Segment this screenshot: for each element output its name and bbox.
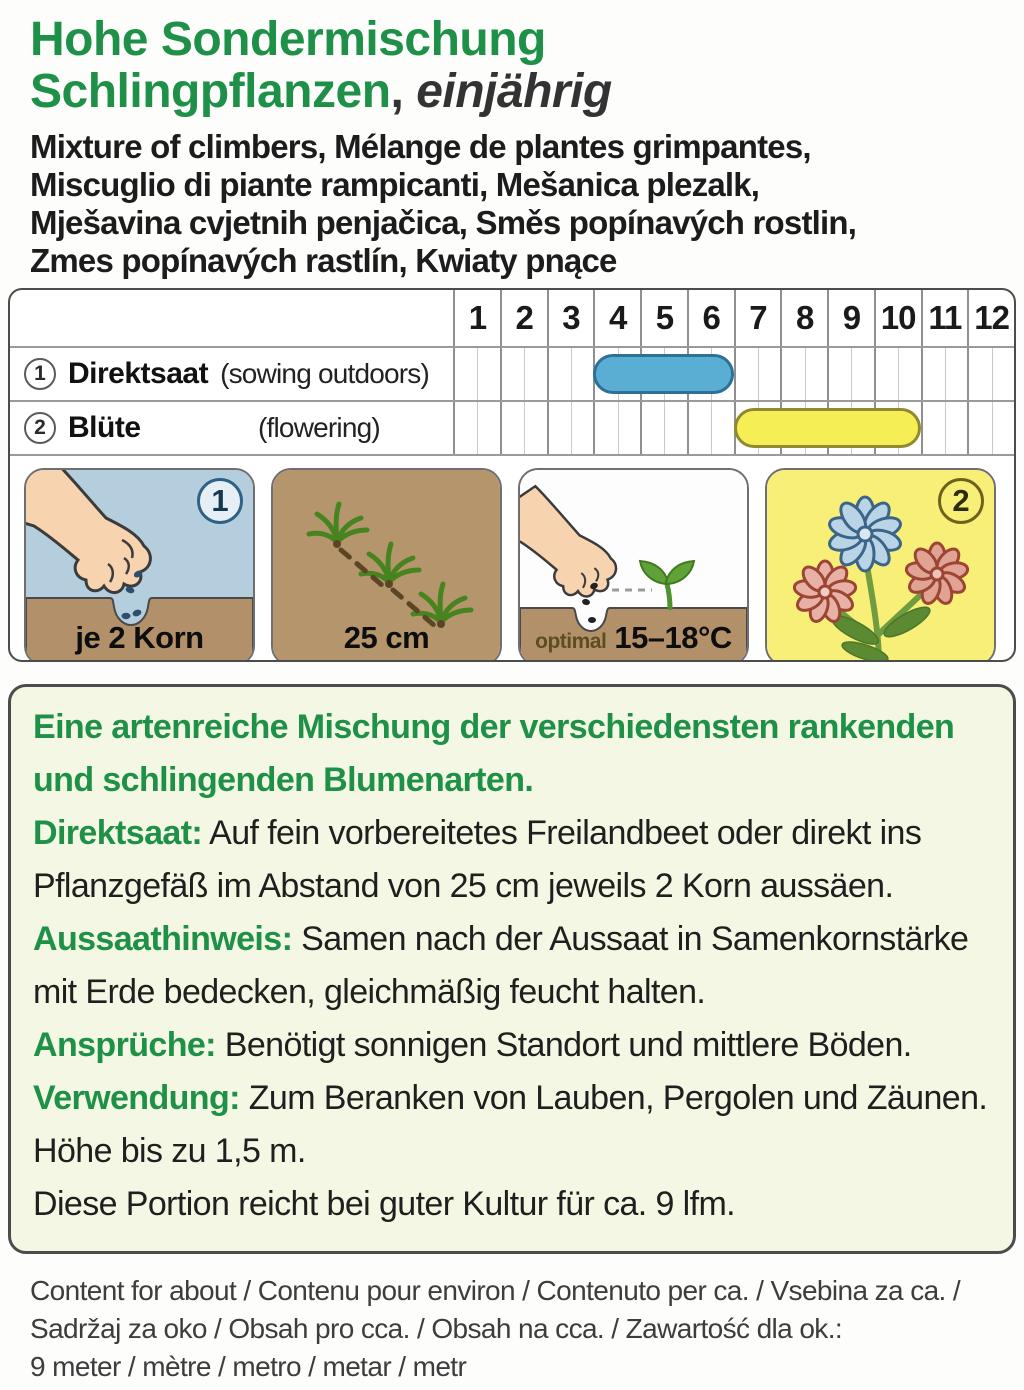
month-grid-cell <box>827 348 874 400</box>
title-annual-note: einjährig <box>416 65 612 118</box>
month-grid-cell <box>874 348 921 400</box>
month-header-cell: 3 <box>547 290 594 346</box>
instruction-text: Auf fein vorbereitetes Freilandbeet oder direkt ins Pflanzgefäß im Abstand von 25 cm jeweils 2 Korn aussäen. <box>33 814 922 905</box>
month-header-cell: 8 <box>780 290 827 346</box>
month-header-cell: 10 <box>874 290 921 346</box>
content-footer <box>30 1272 1004 1386</box>
instruction-text: Diese Portion reicht bei guter Kultur für ca. 9 lfm. <box>33 1185 736 1223</box>
instruction-label: Aussaathinweis: <box>33 920 293 958</box>
month-header-cell: 1 <box>453 290 500 346</box>
month-header-cell: 12 <box>967 290 1014 346</box>
circled-number-2: 2 <box>24 412 56 444</box>
instruction-label: Direktsaat: <box>33 814 203 852</box>
instruction-label: Ansprüche: <box>33 1026 216 1064</box>
month-grid-cell <box>967 348 1014 400</box>
footer-line: Content for about / Contenu pour environ / Contenuto per ca. / Vsebina za ca. / <box>30 1275 961 1306</box>
instruction-portion <box>33 1178 991 1231</box>
panel-caption-temperature <box>520 620 747 656</box>
panel-flowering <box>765 468 996 662</box>
panel-sowing <box>24 468 255 662</box>
pictogram-panels <box>10 456 1014 662</box>
instruction-text: Benötigt sonnigen Standort und mittlere Böden. <box>215 1026 912 1064</box>
calendar-row-direktsaat <box>10 348 1014 402</box>
panel-temperature <box>518 468 749 662</box>
calendar-row-bluete <box>10 402 1014 456</box>
product-title-line2 <box>30 66 996 118</box>
circled-number-1: 1 <box>24 358 56 390</box>
month-grid-cell <box>687 402 734 454</box>
instruction-text: Zum Beranken von Lauben, Pergolen und Zäunen. Höhe bis zu 1,5 m. <box>33 1079 988 1170</box>
optimal-label: optimal <box>535 630 607 653</box>
month-header-cell: 2 <box>500 290 547 346</box>
month-grid-cell <box>921 348 968 400</box>
row-note-sowing-outdoors: (sowing outdoors) <box>220 358 430 389</box>
month-header-cell: 4 <box>593 290 640 346</box>
label-header <box>0 0 1024 280</box>
month-header-cell: 9 <box>827 290 874 346</box>
subtitle-line: Mixture of climbers, Mélange de plantes grimpantes, <box>30 128 811 165</box>
temperature-range: 15–18°C <box>614 620 732 655</box>
month-grid-cell <box>547 402 594 454</box>
month-grid-cell <box>967 402 1014 454</box>
month-grid-cell <box>547 348 594 400</box>
sowing-calendar-table <box>10 290 1014 456</box>
instruction-ansprueche <box>33 1019 991 1072</box>
product-title-line1 <box>30 14 996 66</box>
month-grid-cell <box>921 402 968 454</box>
calendar-grid-direktsaat <box>453 348 1014 400</box>
instruction-direktsaat <box>33 807 991 913</box>
step-badge-2: 2 <box>938 478 984 524</box>
panel-caption-25-cm: 25 cm <box>343 620 430 655</box>
month-grid-cell <box>500 348 547 400</box>
month-grid-cell <box>500 402 547 454</box>
multilingual-subtitle <box>30 128 996 280</box>
title-separator: , <box>390 65 417 118</box>
month-grid-cell <box>640 402 687 454</box>
instruction-verwendung <box>33 1072 991 1178</box>
calendar-month-header-cells <box>453 290 1014 346</box>
calendar-month-header-row <box>10 290 1014 348</box>
title-species: Schlingpflanzen <box>30 65 391 118</box>
title-german: Hohe Sondermischung <box>30 13 546 66</box>
flowering-period-bar <box>734 408 921 448</box>
sowing-info-box <box>8 288 1016 662</box>
instruction-aussaathinweis <box>33 913 991 1019</box>
instruction-text: Samen nach der Aussaat in Samenkornstärke mit Erde bedecken, gleichmäßig feucht halten. <box>33 920 969 1011</box>
month-header-cell: 6 <box>687 290 734 346</box>
month-grid-cell <box>453 348 500 400</box>
footer-line: Sadržaj za oko / Obsah pro cca. / Obsah na cca. / Zawartość dla ok.: <box>30 1313 843 1344</box>
month-header-cell: 11 <box>921 290 968 346</box>
subtitle-line: Zmes popínavých rastlín, Kwiaty pnące <box>30 242 617 279</box>
month-grid-cell <box>453 402 500 454</box>
panel-spacing <box>271 468 502 662</box>
month-grid-cell <box>593 402 640 454</box>
month-grid-cell <box>734 348 781 400</box>
month-grid-cell <box>780 348 827 400</box>
month-header-cell: 7 <box>734 290 781 346</box>
row-label-bluete: Blüte <box>68 411 141 444</box>
calendar-header-spacer <box>10 290 453 346</box>
panel-caption-je-2-korn: je 2 Korn <box>75 620 204 655</box>
row-note-flowering: (flowering) <box>258 412 380 443</box>
subtitle-line: Mješavina cvjetnih penjačica, Směs popínavých rostlin, <box>30 204 857 241</box>
calendar-grid-bluete <box>453 402 1014 454</box>
mixture-intro-text: Eine artenreiche Mischung der verschiedensten rankenden und schlingenden Blumenarten. <box>33 708 955 799</box>
care-instructions-box <box>8 684 1016 1254</box>
month-header-cell: 5 <box>640 290 687 346</box>
row-label-direktsaat: Direktsaat <box>68 357 209 390</box>
step-badge-1: 1 <box>197 478 243 524</box>
footer-line: 9 meter / mètre / metro / metar / metr <box>30 1351 467 1382</box>
instruction-label: Verwendung: <box>33 1079 240 1117</box>
sowing-period-bar <box>593 354 733 394</box>
subtitle-line: Miscuglio di piante rampicanti, Mešanica plezalk, <box>30 166 760 203</box>
